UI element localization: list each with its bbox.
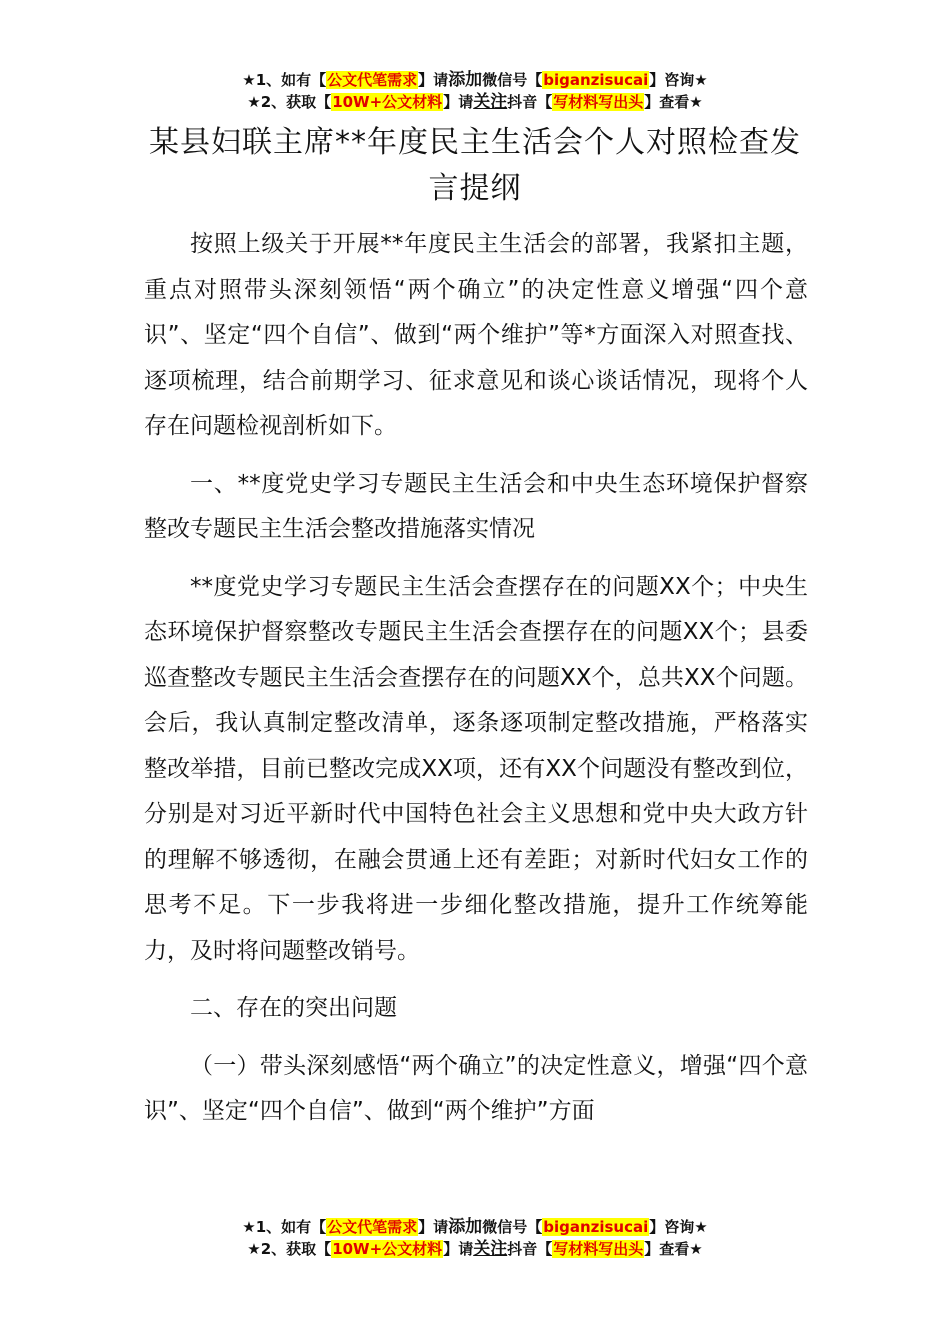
paragraph-intro: 按照上级关于开展**年度民主生活会的部署，我紧扣主题，重点对照带头深刻领悟“两个确立”的决定性意义增强“四个意识”、坚定“四个自信”、做到“两个维护”等*方面深入对照查找、逐项梳理，结合前期学习、征求意见和谈心谈话情况，现将个人存在问题检视剖析如下。 — [144, 231, 808, 439]
promo-line-2: ★2、获取【10W+公文材料】请关注抖音【写材料写出头】查看★ — [247, 1239, 703, 1259]
document-title: 某县妇联主席**年度民主生活会个人对照检查发言提纲 — [149, 125, 801, 206]
promo-highlight: 写材料写出头 — [553, 93, 644, 111]
footer-promo-banner — [0, 1216, 950, 1260]
subsection-heading-1: （一）带头深刻感悟“两个确立”的决定性意义，增强“四个意识”、坚定“四个自信”、做到“两个维护”方面 — [144, 1052, 808, 1124]
promo-highlight: 10W+公文材料 — [332, 93, 443, 111]
document-body — [144, 222, 808, 1147]
promo-highlight: biganzisucai — [543, 1218, 649, 1236]
section-heading-2: 二、存在的突出问题 — [190, 995, 397, 1021]
promo-highlight: 公文代笔需求 — [327, 1218, 418, 1236]
promo-highlight: 写材料写出头 — [553, 1240, 644, 1258]
paragraph-rectification: **度党史学习专题民主生活会查摆存在的问题XX个；中央生态环境保护督察整改专题民主生活会查摆存在的问题XX个；县委巡查整改专题民主生活会查摆存在的问题XX个，总共XX个问题。会后，我认真制定整改清单，逐条逐项制定整改措施，严格落实整改举措，目前已整改完成XX项，还有XX个问题没有整改到位，分别是对习近平新时代中国特色社会主义思想和党中央大政方针的理解不够透彻，在融会贯通上还有差距；对新时代妇女工作的思考不足。下一步我将进一步细化整改措施，提升工作统筹能力，及时将问题整改销号。 — [144, 573, 808, 964]
promo-line-2: ★2、获取【10W+公文材料】请关注抖音【写材料写出头】查看★ — [247, 92, 703, 112]
promo-highlight: 10W+公文材料 — [332, 1240, 443, 1258]
header-promo-banner — [0, 69, 950, 113]
promo-highlight: 公文代笔需求 — [327, 71, 418, 89]
section-heading-1: 一、**度党史学习专题民主生活会和中央生态环境保护督察整改专题民主生活会整改措施落实情况 — [144, 470, 808, 542]
promo-line-1: ★1、如有【公文代笔需求】请添加微信号【biganzisucai】咨询★ — [242, 70, 708, 90]
promo-line-1: ★1、如有【公文代笔需求】请添加微信号【biganzisucai】咨询★ — [242, 1217, 708, 1237]
promo-highlight: biganzisucai — [543, 71, 649, 89]
